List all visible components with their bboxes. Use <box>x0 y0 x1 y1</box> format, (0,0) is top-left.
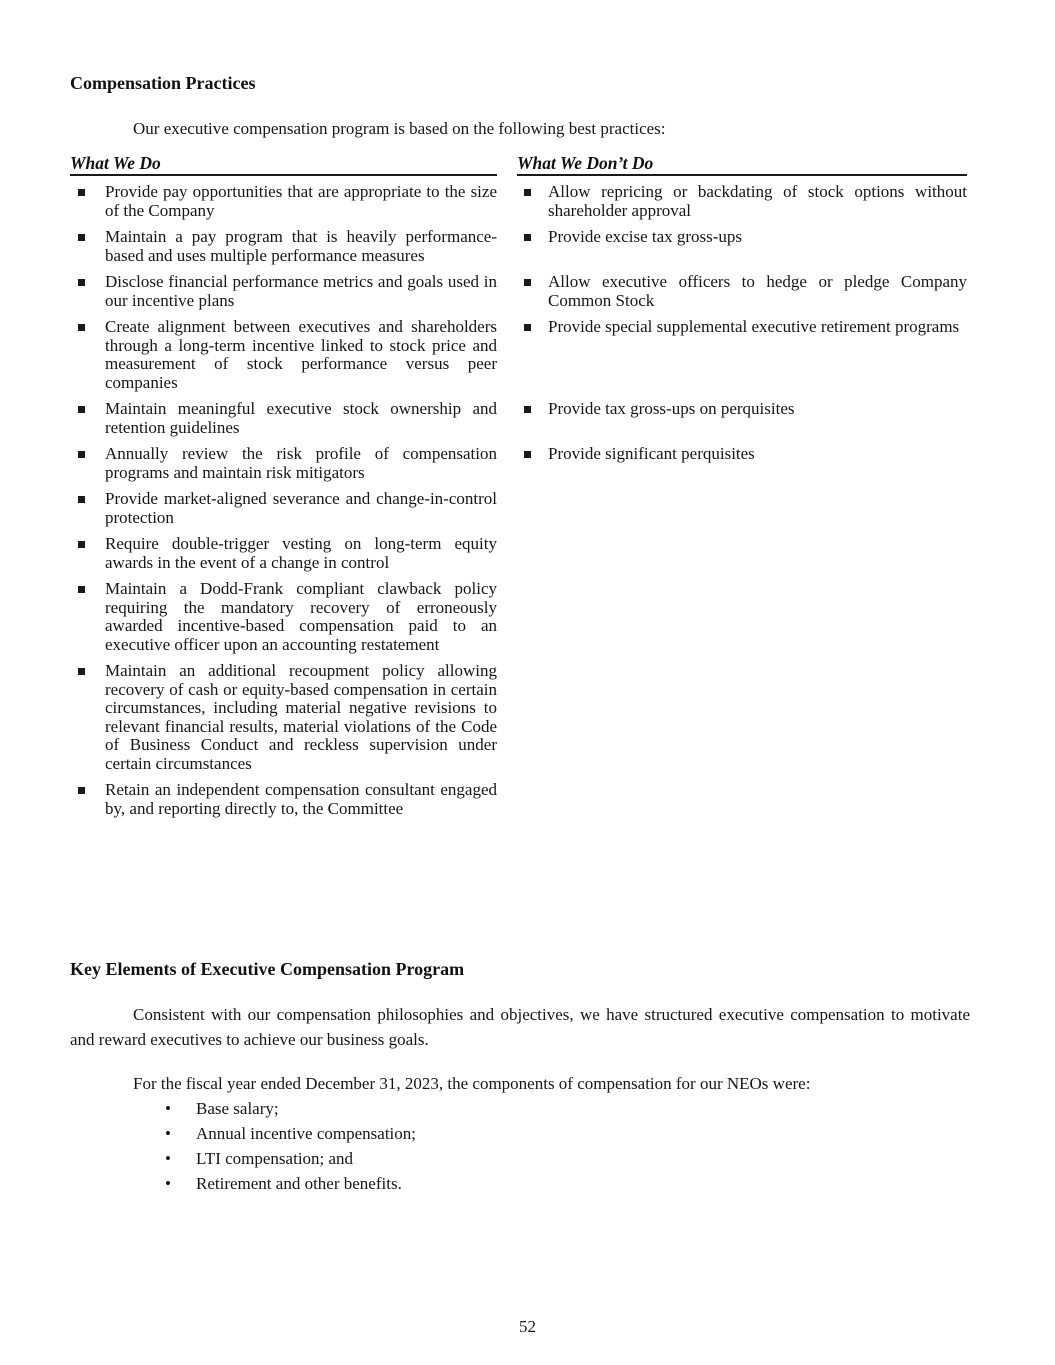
table-row <box>70 445 967 490</box>
do-item-5: Maintain meaningful executive stock ownership and retention guidelines <box>70 400 497 437</box>
square-bullet-icon <box>78 324 85 331</box>
paragraph-compensation-philosophy: Consistent with our compensation philosophies and objectives, we have structured executive compensation to motivate and reward executives to achieve our business goals. <box>70 1005 970 1049</box>
do-item-10: Maintain an additional recoupment policy allowing recovery of cash or equity-based compensation in certain circumstances, including material negative revisions to relevant financial results, material violations of the Code of Business Conduct and reckless supervision under certain circumstances <box>70 662 497 773</box>
table-row <box>70 580 967 662</box>
square-bullet-icon <box>78 451 85 458</box>
practices-table <box>70 155 967 818</box>
square-bullet-icon <box>78 668 85 675</box>
table-row <box>70 400 967 445</box>
dont-item-1: Allow repricing or backdating of stock options without shareholder approval <box>517 183 967 220</box>
do-item-2: Maintain a pay program that is heavily performance-based and uses multiple performance measures <box>70 228 497 265</box>
component-list <box>70 1096 970 1196</box>
square-bullet-icon <box>524 234 531 241</box>
square-bullet-icon <box>78 541 85 548</box>
square-bullet-icon <box>78 279 85 286</box>
section-heading-compensation-practices: Compensation Practices <box>70 73 256 93</box>
do-item-6: Annually review the risk profile of compensation programs and maintain risk mitigators <box>70 445 497 482</box>
what-we-do-header: What We Do <box>70 155 497 176</box>
paragraph-fiscal-year: For the fiscal year ended December 31, 2023, the components of compensation for our NEOs were: <box>133 1074 811 1093</box>
section-heading-key-elements: Key Elements of Executive Compensation Program <box>70 959 465 979</box>
what-we-dont-do-header: What We Don’t Do <box>517 155 967 176</box>
practices-table-section <box>70 155 967 818</box>
key-elements-section <box>70 959 970 1196</box>
dont-item-4: Provide special supplemental executive retirement programs <box>517 318 967 337</box>
square-bullet-icon <box>524 279 531 286</box>
square-bullet-icon <box>78 586 85 593</box>
dont-item-3: Allow executive officers to hedge or pledge Company Common Stock <box>517 273 967 310</box>
table-row <box>70 490 967 535</box>
square-bullet-icon <box>78 496 85 503</box>
table-row <box>70 228 967 273</box>
square-bullet-icon <box>78 189 85 196</box>
dont-item-2: Provide excise tax gross-ups <box>517 228 967 247</box>
square-bullet-icon <box>524 324 531 331</box>
component-list-item: • Retirement and other benefits. <box>70 1171 970 1196</box>
do-item-7: Provide market-aligned severance and change-in-control protection <box>70 490 497 527</box>
dot-bullet-icon: • <box>165 1174 171 1193</box>
table-row <box>70 176 967 228</box>
do-item-1: Provide pay opportunities that are appropriate to the size of the Company <box>70 183 497 220</box>
top-section <box>70 73 967 139</box>
component-list-item: • Base salary; <box>70 1096 970 1121</box>
square-bullet-icon <box>78 234 85 241</box>
table-row <box>70 273 967 318</box>
dot-bullet-icon: • <box>165 1149 171 1168</box>
table-row <box>70 318 967 400</box>
do-item-11: Retain an independent compensation consultant engaged by, and reporting directly to, the Committee <box>70 781 497 818</box>
page-number: 52 <box>519 1317 536 1336</box>
table-row <box>70 662 967 781</box>
square-bullet-icon <box>524 451 531 458</box>
dot-bullet-icon: • <box>165 1124 171 1143</box>
component-list-item: • Annual incentive compensation; <box>70 1121 970 1146</box>
square-bullet-icon <box>78 406 85 413</box>
table-header-row <box>70 155 967 176</box>
do-item-9: Maintain a Dodd-Frank compliant clawback policy requiring the mandatory recovery of erroneously awarded incentive-based compensation paid to an executive officer upon an accounting restatement <box>70 580 497 654</box>
square-bullet-icon <box>524 189 531 196</box>
table-row <box>70 781 967 818</box>
do-item-8: Require double-trigger vesting on long-term equity awards in the event of a change in control <box>70 535 497 572</box>
dont-item-6: Provide significant perquisites <box>517 445 967 464</box>
do-item-4: Create alignment between executives and shareholders through a long-term incentive linked to stock price and measurement of stock performance versus peer companies <box>70 318 497 392</box>
dont-item-5: Provide tax gross-ups on perquisites <box>517 400 967 419</box>
do-item-3: Disclose financial performance metrics and goals used in our incentive plans <box>70 273 497 310</box>
intro-paragraph: Our executive compensation program is based on the following best practices: <box>133 119 666 138</box>
component-list-item: • LTI compensation; and <box>70 1146 970 1171</box>
dot-bullet-icon: • <box>165 1099 171 1118</box>
table-row <box>70 535 967 580</box>
square-bullet-icon <box>524 406 531 413</box>
column-gutter <box>497 155 517 176</box>
square-bullet-icon <box>78 787 85 794</box>
